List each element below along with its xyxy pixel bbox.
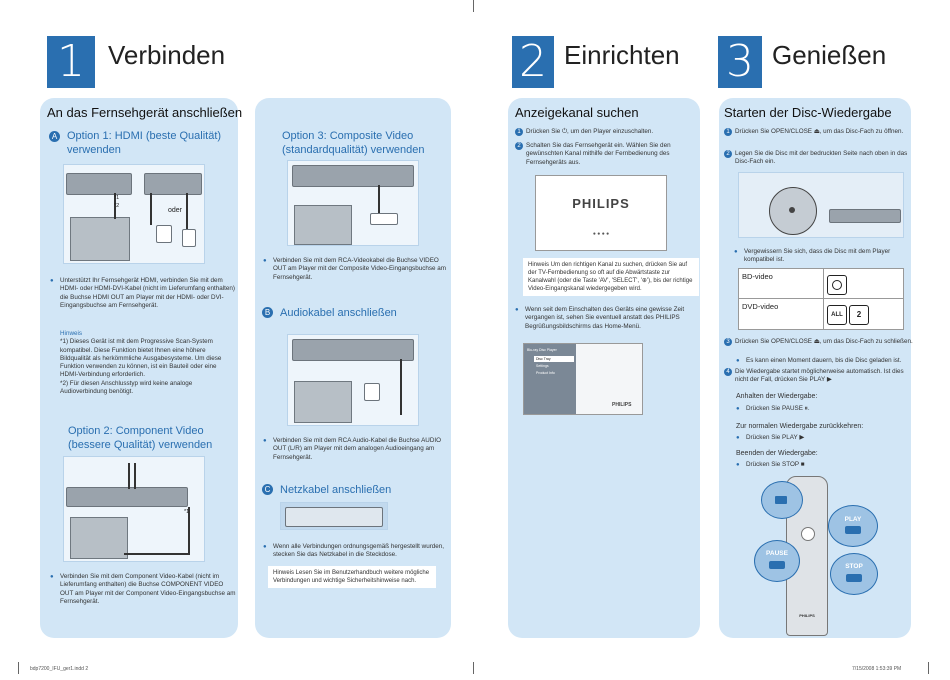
play-step-2: 2 Legen Sie die Disc mit der bedruckten Seite nach oben in das Disc-Fach ein. (724, 150, 915, 167)
hdmi-illustration (63, 164, 205, 264)
row-bd-video: BD-video (742, 272, 773, 281)
compat-bullet: ● Vergewissern Sie sich, dass die Disc mit dem Player kompatibel ist. (734, 248, 910, 265)
figure-star1: *1 (114, 195, 120, 201)
open-close-button[interactable] (761, 481, 803, 519)
panel-4-title: Starten der Disc-Wiedergabe (724, 105, 892, 120)
remote-brand: PHILIPS (799, 613, 815, 618)
footer-right: 7/15/2008 1:53:39 PM (852, 666, 902, 672)
option-2-title: Option 2: Component Video (bessere Qualität) verwenden (68, 425, 213, 451)
audio-title: Audiokabel anschließen (280, 307, 397, 319)
menu-item-settings[interactable]: Settings (536, 364, 549, 368)
hdmi-note: Hinweis *1) Dieses Gerät ist mit dem Progressive Scan-System kompatibel. Diese Funktion bietet Ihnen eine höhere Bildqualität als herkömmliche Ausgabesysteme. Um diese Funktion verwenden zu können, ist ein Bauteil oder eine HDMI-Verbindung erforderlich. *2) Für diesen Anschlusstyp wird keine analoge Audioverbindung benötigt. (60, 330, 222, 396)
crop-mark (473, 662, 474, 674)
disc-compat-table (738, 268, 904, 330)
power-illustration (280, 502, 388, 530)
hdmi-instruction: ● Unterstützt Ihr Fernsehgerät HDMI, verbinden Sie mit dem HDMI- oder HDMI-DVI-Kabel (nicht im Lieferumfang enthalten) die Buchse HDMI OUT am Player mit der HDMI- oder DVI-Eingangsbuchse am Fernsehgerät. (50, 277, 238, 310)
stop-button[interactable]: STOP (830, 553, 878, 595)
pause-button[interactable]: PAUSE (754, 540, 800, 582)
composite-illustration (287, 160, 419, 246)
option-3-title: Option 3: Composite Video (standardqualität) verwenden (282, 130, 425, 156)
resume-item: ● Drücken Sie PLAY ▶ (736, 434, 906, 442)
crop-mark (928, 662, 929, 674)
badge-b: B (262, 307, 273, 318)
footer-left: bdp7200_IFU_ger1.indd 2 (30, 666, 89, 672)
composite-instruction: ● Verbinden Sie mit dem RCA-Videokabel die Buchse VIDEO OUT am Player mit der Composite Video-Eingangsbuchse am Fernsehgerät. (263, 257, 453, 282)
menu-item-disc-tray[interactable]: Disc Tray (534, 356, 574, 362)
philips-splash-screen (535, 175, 667, 251)
power-instruction: ● Wenn alle Verbindungen ordnungsgemäß hergestellt wurden, stecken Sie das Netzkabel in die Steckdose. (263, 543, 453, 560)
power-note: Hinweis Lesen Sie im Benutzerhandbuch weitere mögliche Verbindungen und wichtige Sicherheitshinweise nach. (268, 566, 436, 588)
section-3-title: Genießen (772, 40, 887, 70)
figure-star1: *1 (184, 509, 190, 515)
panel-3-title: Anzeigekanal suchen (515, 105, 639, 120)
bd-logo-icon (827, 275, 847, 295)
play-step-3: 3 Drücken Sie OPEN/CLOSE ⏏, um das Disc-Fach zu schließen. (724, 338, 915, 346)
setup-step-2: 2 Schalten Sie das Fernsehgerät ein. Wählen Sie den gewünschten Kanal mithilfe der Fernbedienung des Fernsehgeräts aus. (515, 142, 704, 167)
figure-oder: oder (168, 207, 183, 214)
section-2-number: 2 (512, 36, 554, 88)
splash-brand: PHILIPS (572, 196, 630, 211)
stop-heading: Beenden der Wiedergabe: (736, 450, 818, 457)
splash-dots: ● ● ● ● (592, 231, 610, 237)
component-illustration (63, 456, 205, 562)
badge-a: A (49, 131, 60, 142)
home-menu-screen (523, 343, 643, 415)
play-button[interactable]: PLAY (828, 505, 878, 547)
disc-tray-illustration (738, 172, 904, 238)
audio-instruction: ● Verbinden Sie mit dem RCA Audio-Kabel die Buchse AUDIO OUT (L/R) am Player mit dem analogen Audioeingang am Fernsehgerät. (263, 437, 453, 462)
menu-item-product-info[interactable]: Product Info (536, 371, 555, 375)
section-3-number: 3 (718, 36, 762, 88)
region-all-icon: ALL (827, 305, 847, 325)
setup-note: Hinweis Um den richtigen Kanal zu suchen, drücken Sie auf der TV-Fernbedienung so oft auf die Abwärtstaste zur Kanalwahl (oder die Taste 'AV', 'SELECT', '⊕'), bis der richtige Video-Eingangskanal wiedergegeben wird. (523, 258, 699, 296)
setup-bullet: ● Wenn seit dem Einschalten des Geräts eine gewisse Zeit vergangen ist, sehen Sie eventuell anstatt des PHILIPS Begrüßungsbildschirms das Home-Menü. (515, 306, 703, 331)
section-2-title: Einrichten (564, 40, 680, 70)
pause-item: ● Drücken Sie PAUSE ⏸. (736, 405, 906, 413)
resume-heading: Zur normalen Wiedergabe zurückkehren: (736, 423, 864, 430)
row-dvd-video: DVD-video (742, 302, 779, 311)
panel-1-title: An das Fernsehgerät anschließen (47, 105, 243, 120)
stop-item: ● Drücken Sie STOP ■ (736, 461, 906, 469)
pause-heading: Anhalten der Wiedergabe: (736, 393, 818, 400)
section-1-number: 1 (47, 36, 95, 88)
menu-title: Blu-ray Disc Player (527, 348, 557, 352)
play-step-4: 4 Die Wiedergabe startet möglicherweise automatisch. Ist dies nicht der Fall, drücken Sie PLAY ▶ (724, 368, 915, 385)
crop-mark (473, 0, 474, 12)
play-step-3-note: ● Es kann einen Moment dauern, bis die Disc geladen ist. (736, 357, 912, 365)
menu-brand: PHILIPS (612, 402, 632, 408)
audio-illustration (287, 334, 419, 426)
badge-c: C (262, 484, 273, 495)
power-title: Netzkabel anschließen (280, 484, 392, 496)
crop-mark (18, 662, 19, 674)
component-instruction: ● Verbinden Sie mit dem Component Video-Kabel (nicht im Lieferumfang enthalten) die Buchse COMPONENT VIDEO OUT am Player mit der Component Video-Eingangsbuchse am Fernsehgerät. (50, 573, 238, 606)
figure-star2: *2 (114, 203, 120, 209)
region-2-icon: 2 (849, 305, 869, 325)
play-step-1: 1 Drücken Sie OPEN/CLOSE ⏏, um das Disc-Fach zu öffnen. (724, 128, 915, 136)
option-1-title: Option 1: HDMI (beste Qualität) verwenden (67, 130, 222, 156)
section-1-title: Verbinden (108, 40, 226, 70)
setup-step-1: 1 Drücken Sie ⏻, um den Player einzuschalten. (515, 128, 704, 136)
